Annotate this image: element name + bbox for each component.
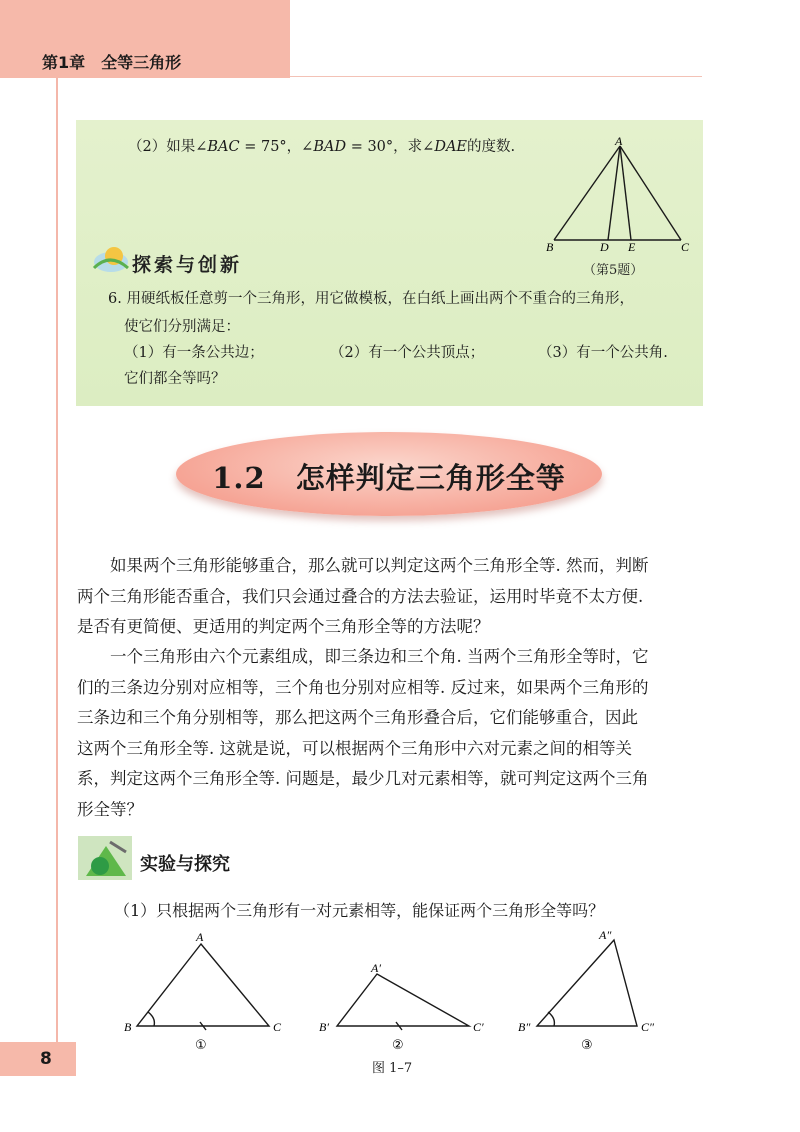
q2-prefix: （2）如果∠: [128, 139, 208, 155]
t3-label-a: A″: [599, 928, 612, 942]
paragraph-line: 三条边和三个角分别相等，那么把这两个三角形叠合后，它们能够重合，因此: [77, 708, 638, 727]
q2-mid2: = 30°，求∠: [346, 139, 435, 155]
triangle-3: [537, 940, 637, 1026]
angle-bad: BAD: [313, 139, 347, 155]
experiment-question-1: （1）只根据两个三角形有一对元素相等，能保证两个三角形全等吗？: [114, 901, 605, 920]
paragraph-line: 形全等？: [77, 799, 143, 819]
page-number-box: [0, 1042, 76, 1076]
fig5-label-c: C: [681, 240, 690, 254]
fig5-label-e: E: [628, 240, 636, 254]
paragraph-line: 如果两个三角形能够重合，那么就可以判定这两个三角形全等. 然而，判断: [110, 556, 649, 575]
triangle-2: [337, 974, 469, 1030]
section-title-text: 怎样判定三角形全等: [295, 461, 566, 495]
paragraph-line: 两个三角形能否重合，我们只会通过叠合的方法去验证，运用时毕竟不太方便.: [77, 586, 644, 606]
q2-mid1: = 75°，∠: [239, 139, 314, 155]
t3-number: ③: [581, 1038, 593, 1053]
t2-label-c: C′: [473, 1020, 484, 1034]
t1-label-c: C: [273, 1020, 282, 1034]
t1-number: ①: [195, 1038, 207, 1053]
figure-5-caption: （第5题）: [583, 263, 644, 278]
experiment-heading: 实验与探究: [140, 854, 230, 875]
paragraph-line: 系，判定这两个三角形全等. 问题是，最少几对元素相等，就可判定这两个三角: [77, 769, 649, 788]
exercise-6-line2: 使它们分别满足：: [124, 319, 240, 335]
t2-number: ②: [392, 1038, 404, 1053]
paragraph-line: 一个三角形由六个元素组成，即三条边和三个角. 当两个三角形全等时，它: [110, 647, 649, 666]
exercise-6-option1: （1）有一条公共边；: [124, 345, 264, 361]
triangle-1: [137, 944, 269, 1030]
t2-label-b: B′: [319, 1020, 329, 1034]
figure-5-triangle: [554, 146, 681, 240]
paragraph-line: 们的三条边分别对应相等，三个角也分别对应相等. 反过来，如果两个三角形的: [77, 677, 649, 697]
angle-dae: DAE: [434, 139, 467, 155]
figure-1-7-caption: 图 1–7: [372, 1061, 413, 1076]
t1-label-a: A: [196, 930, 204, 944]
exercise-6-option3: （3）有一个公共角.: [538, 345, 668, 361]
q2-suffix: 的度数.: [467, 139, 516, 155]
fig5-label-d: D: [600, 240, 609, 254]
t1-label-b: B: [124, 1020, 132, 1034]
t3-label-c: C″: [641, 1020, 655, 1034]
chapter-title: 第1章 全等三角形: [42, 53, 182, 72]
fig5-label-a: A: [615, 134, 623, 148]
exercise-6-line1: 6. 用硬纸板任意剪一个三角形，用它做模板，在白纸上画出两个不重合的三角形，: [108, 291, 634, 307]
t3-label-b: B″: [518, 1020, 531, 1034]
t2-label-a: A′: [371, 961, 381, 975]
paragraph-line: 这两个三角形全等. 这就是说，可以根据两个三角形中六对元素之间的相等关: [77, 738, 632, 758]
exercise-6-option2: （2）有一个公共顶点；: [330, 345, 485, 361]
explore-heading: 探索与创新: [132, 254, 243, 276]
exercise-6-line4: 它们都全等吗？: [124, 371, 226, 387]
paragraph-line: 是否有更简便、更适用的判定两个三角形全等的方法呢？: [77, 617, 490, 636]
section-number: 1.2: [212, 461, 266, 495]
page-number: 8: [40, 1049, 52, 1069]
fig5-label-b: B: [546, 240, 554, 254]
angle-bac: BAC: [207, 139, 240, 155]
explore-icon: [94, 247, 128, 272]
experiment-icon: [78, 836, 132, 880]
